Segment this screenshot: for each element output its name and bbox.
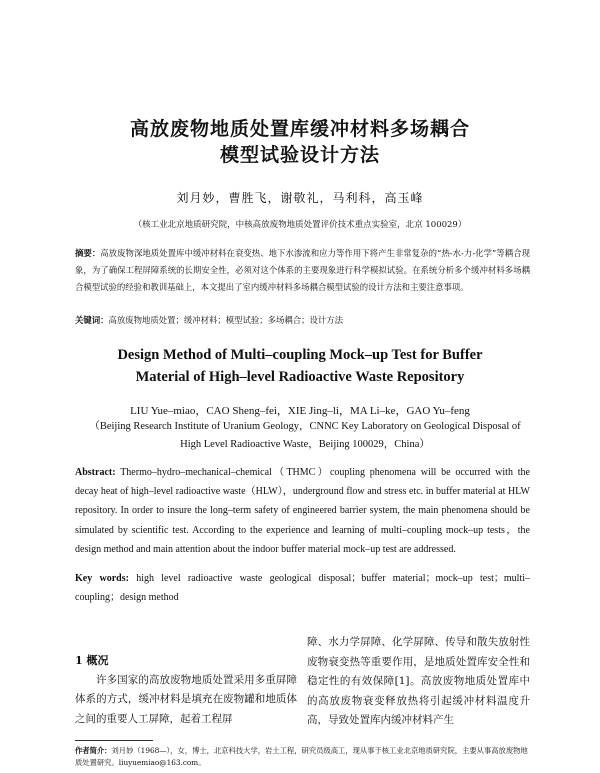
english-affiliation-line-2: High Level Radioactive Waste，Beijing 100029，China） — [180, 439, 430, 450]
footnote-text: 刘月妙（1968—），女，博士，北京科技大学，岩土工程，研究员级高工，现从事于核工业北京地质研究院，主要从事高放废物地质处置研究。liuyuemiao@163.com。 — [75, 746, 528, 767]
section-heading: 1 概况 — [75, 654, 109, 667]
chinese-title-line-2: 模型试验设计方法 — [219, 144, 380, 166]
english-keywords-text: high level radioactive waste geological disposal；buffer material；mock–up test；multi–coupling；design method — [75, 573, 531, 604]
left-column — [75, 651, 297, 729]
english-abstract-text: Thermo–hydro–mechanical–chemical（THMC）coupling phenomena will be occurred with the decay heat of high–level radioactive waste（HLW），underground flow and stress etc. in buffer material at HLW repository. In order to insure the long–term safety of engineered barrier system, the main phenomena should be simulated by scientific test. According to the experience and learning of multi–coupling mock–up tests，the design method and main attention about the indoor buffer material mock–up test are addressed. — [75, 467, 530, 555]
footnote-label: 作者简介： — [75, 746, 112, 755]
chinese-affiliation: （核工业北京地质研究院，中核高放废物地质处置评价技术重点实验室，北京 100029） — [133, 220, 467, 230]
english-abstract-label: Abstract: — [75, 467, 116, 478]
english-title-line-1: Design Method of Multi–coupling Mock–up Test for Buffer — [117, 347, 483, 363]
left-column-text: 许多国家的高放废物地质处置采用多重屏障体系的方式，缓冲材料是填充在废物罐和地质体之间的重要人工屏障，起着工程屏 — [75, 673, 297, 725]
chinese-title-line-1: 高放废物地质处置库缓冲材料多场耦合 — [129, 118, 470, 140]
english-keywords — [75, 569, 530, 607]
chinese-abstract-text: 高放废物深地质处置库中缓冲材料在衰变热、地下水渗流和应力等作用下将产生非常复杂的“热-水-力-化学”等耦合现象，为了确保工程屏障系统的长期安全性，必须对这个体系的主要现象进行科学模拟试验。在系统分析多个缓冲材料多场耦合模型试验的经验和教训基础上，本文提出了室内缓冲材料多场耦合模型试验的设计方法和主要注意事项。 — [75, 248, 530, 292]
chinese-keywords-text: 高放废物地质处置；缓冲材料；模型试验；多场耦合；设计方法 — [108, 315, 343, 325]
chinese-abstract — [75, 245, 530, 296]
english-abstract — [75, 463, 530, 559]
english-title-line-2: Material of High–level Radioactive Waste Repository — [135, 369, 465, 385]
chinese-abstract-label: 摘要： — [75, 248, 101, 258]
footnote-rule — [75, 740, 153, 741]
right-column — [307, 633, 530, 731]
right-column-text: 障、水力学屏障、化学屏障、传导和散失放射性废物衰变热等重要作用，是地质处置库安全性和稳定性的有效保障[1]。高放废物地质处置库中的高放废物衰变释放热将引起缓冲材料温度升高，导致处置库内缓冲材料产生 — [307, 636, 530, 726]
english-keywords-label: Key words: — [75, 573, 129, 584]
chinese-keywords-label: 关键词： — [75, 315, 109, 325]
footnote — [75, 745, 530, 769]
english-affiliation-line-1: （Beijing Research Institute of Uranium Geology，CNNC Key Laboratory on Geological Disposal of — [89, 421, 521, 432]
chinese-authors: 刘月妙，曹胜飞，谢敬礼，马利科，高玉峰 — [176, 191, 424, 205]
english-authors: LIU Yue–miao，CAO Sheng–fei，XIE Jing–li，MA Li–ke，GAO Yu–feng — [130, 405, 470, 417]
chinese-keywords — [75, 312, 530, 329]
